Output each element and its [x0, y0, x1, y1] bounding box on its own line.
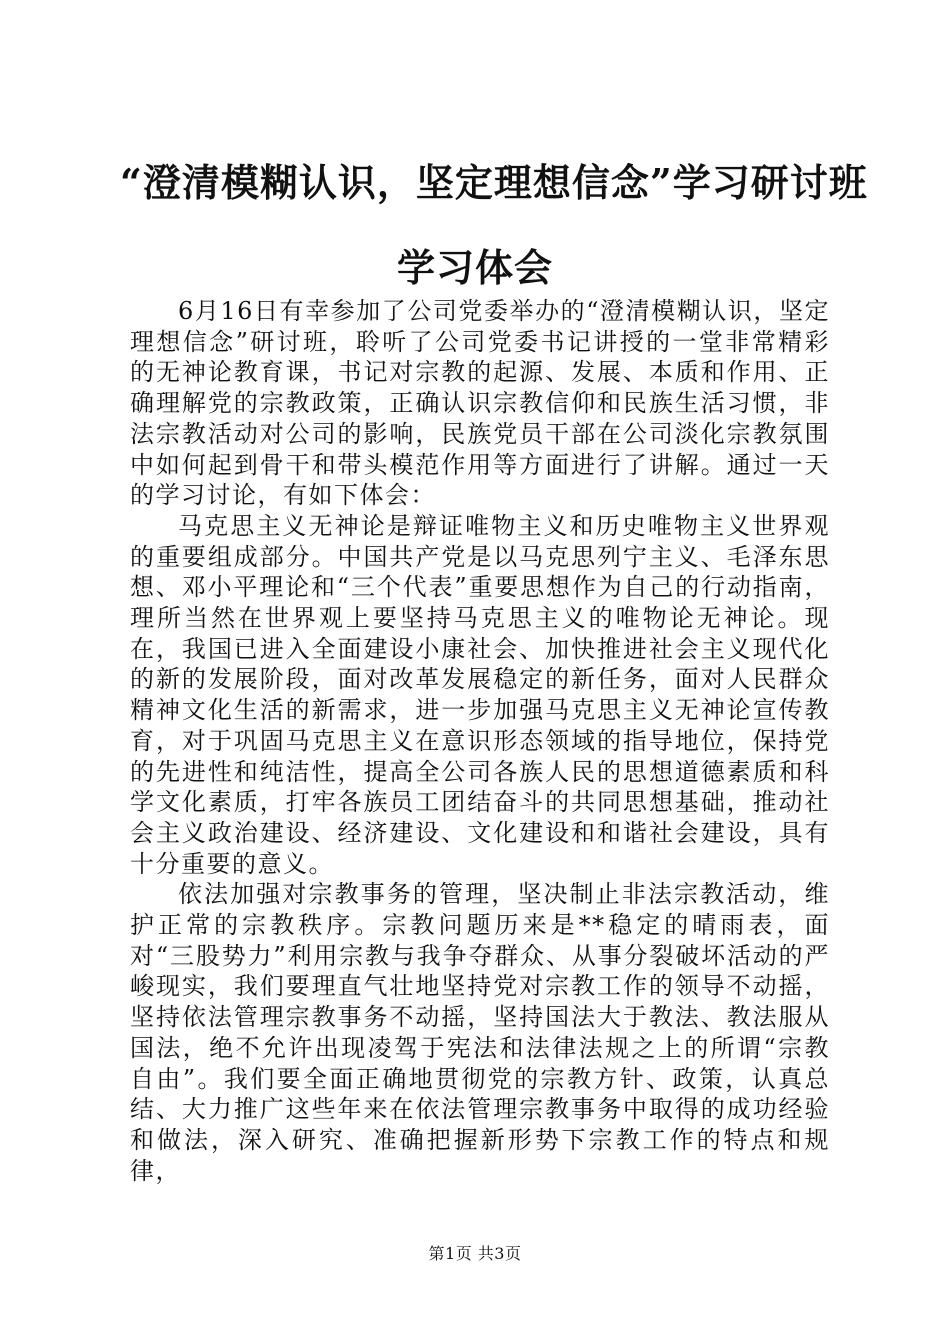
body-paragraph: 依法加强对宗教事务的管理，坚决制止非法宗教活动，维护正常的宗教秩序。宗教问题历来是**稳定的晴雨表，面对“三股势力”利用宗教与我争夺群众、从事分裂破坏活动的严峻现实，我们要理直气壮地坚持党对宗教工作的领导不动摇，坚持依法管理宗教事务不动摇，坚持国法大于教法、教法服从国法，绝不允许出现凌驾于宪法和法律法规之上的所谓“宗教自由”。我们要全面正确地贯彻党的宗教方针、政策，认真总结、大力推广这些年来在依法管理宗教事务中取得的成功经验和做法，深入研究、准确把握新形势下宗教工作的特点和规律， — [130, 880, 830, 1185]
page-number-footer: 第1页 共3页 — [428, 1244, 522, 1263]
document-title-line-1: “澄清模糊认识，坚定理想信念”学习研讨班 — [120, 160, 868, 205]
document-body — [130, 296, 830, 1186]
body-paragraph: 6月16日有幸参加了公司党委举办的“澄清模糊认识，坚定理想信念”研讨班，聆听了公司党委书记讲授的一堂非常精彩的无神论教育课，书记对宗教的起源、发展、本质和作用、正确理解党的宗教政策，正确认识宗教信仰和民族生活习惯，非法宗教活动对公司的影响，民族党员干部在公司淡化宗教氛围中如何起到骨干和带头模范作用等方面进行了讲解。通过一天的学习讨论，有如下体会： — [130, 297, 830, 510]
document-title-line-2: 学习体会 — [396, 245, 553, 290]
body-paragraph: 马克思主义无神论是辩证唯物主义和历史唯物主义世界观的重要组成部分。中国共产党是以马克思列宁主义、毛泽东思想、邓小平理论和“三个代表”重要思想作为自己的行动指南，理所当然在世界观上要坚持马克思主义的唯物论无神论。现在，我国已进入全面建设小康社会、加快推进社会主义现代化的新的发展阶段，面对改革发展稳定的新任务，面对人民群众精神文化生活的新需求，进一步加强马克思主义无神论宣传教育，对于巩固马克思主义在意识形态领域的指导地位，保持党的先进性和纯洁性，提高全公司各族人民的思想道德素质和科学文化素质，打牢各族员工团结奋斗的共同思想基础，推动社会主义政治建设、经济建设、文化建设和和谐社会建设，具有十分重要的意义。 — [130, 511, 830, 878]
